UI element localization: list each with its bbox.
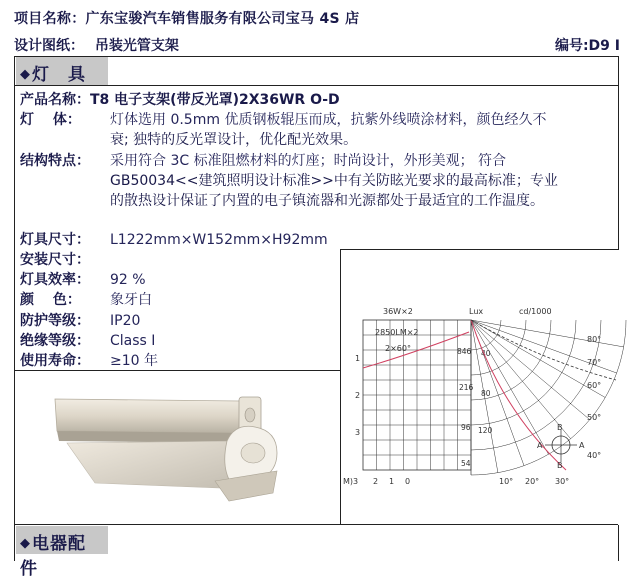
spec-value: Class I [110,333,156,349]
light-distribution-diagram [340,249,618,524]
spec-value: ≥10 年 [110,353,158,369]
product-photo [15,370,340,524]
spec-value: IP20 [110,313,141,329]
product-name-row [20,90,340,110]
product-name-label: 产品名称： [20,92,90,108]
document-number: 编号:D9 I [554,38,620,54]
design-label: 设计图纸： [14,38,84,54]
angle-label: 60° [587,381,602,390]
photometric-chart [341,250,619,525]
spec-row-ip [20,311,140,331]
cd-value: 120 [478,426,493,435]
structure-text-line2: GB50034<<建筑照明设计标准>>中有关防眩光要求的最高标准；专业 [110,173,558,189]
angle-label: 20° [525,477,540,486]
divider [15,524,618,525]
lux-value: 54 [461,459,471,468]
angle-label: 30° [555,477,570,486]
lamp-fixture-image [15,371,340,525]
project-value: 广东宝骏汽车销售服务有限公司宝马 4S 店 [85,11,360,27]
project-label: 项目名称： [14,11,86,27]
beam-label: 2×60° [385,344,411,353]
spec-row-insulation [20,331,155,351]
design-drawing-row [14,35,626,55]
structure-label: 结构特点： [20,153,90,169]
project-name [14,8,359,28]
distance-label: 1 [355,354,361,363]
section-lamp-title: 灯 具 [32,65,86,85]
distance-label: 3 [355,428,361,437]
angle-label: 50° [587,413,602,422]
structure-row [20,151,506,171]
spec-value: 象牙白 [110,292,152,308]
diamond-bullet-icon: ◆ [20,536,31,551]
spec-value: 92 % [110,272,146,288]
distance-label: 2 [355,391,361,400]
spec-label: 防护等级： [20,313,90,329]
spec-label: 灯具效率： [20,272,90,288]
cd-label: cd/1000 [519,307,552,316]
plane-label: B [557,461,563,470]
plane-label: B [557,423,563,432]
section-electrical-title: 电器配件 [20,534,86,579]
angle-label: 70° [587,358,602,367]
angle-label: 10° [499,477,514,486]
spec-label: 灯具尺寸： [20,232,90,248]
cd-value: 80 [481,389,491,398]
angle-label: 40° [587,451,602,460]
plane-label: A [579,441,585,450]
design-value: 吊装光管支架 [94,38,179,54]
body-row [20,110,546,130]
lux-value: 216 [459,383,474,392]
lux-label: Lux [469,307,484,316]
spec-label: 使用寿命： [20,353,90,369]
axis-label: 1 [389,477,395,486]
spec-label: 安装尺寸： [20,252,90,268]
spec-label: 绝缘等级： [20,333,90,349]
divider [15,85,618,86]
spec-row-efficiency [20,270,146,290]
cd-value: 40 [481,349,491,358]
axis-label: M)3 [343,477,359,486]
lumen-label: 2850LM×2 [375,328,419,337]
lux-value: 96 [461,423,471,432]
plane-label: A [537,441,543,450]
power-label: 36W×2 [383,307,413,316]
structure-text-line3: 的散热设计保证了内置的电子镇流器和光源都处于最适宜的工作温度。 [110,193,544,209]
spec-row-color [20,290,152,310]
structure-text-line1: 采用符合 3C 标准阻燃材料的灯座；时尚设计，外形美观； 符合 [110,153,507,169]
axis-label: 2 [373,477,379,486]
section-lamp-header [16,57,108,85]
spec-row-size [20,230,328,250]
angle-label: 80° [587,335,602,344]
body-text-line1: 灯体选用 0.5mm 优质钢板辊压而成，抗紫外线喷涂材料，颜色经久不 [110,112,547,128]
lux-value: 846 [457,347,472,356]
spec-label: 颜 色： [20,292,81,308]
axis-label: 0 [405,477,411,486]
product-name-value: T8 电子支架(带反光罩)2X36WR O-D [90,92,340,108]
section-electrical-header [16,526,108,579]
body-text-line2: 衰; 独特的反光罩设计，优化配光效果。 [110,132,358,148]
diamond-bullet-icon: ◆ [20,67,31,82]
spec-row-install [20,250,110,270]
body-label: 灯 体： [20,112,81,128]
spec-row-lifetime [20,351,158,371]
spec-value: L1222mm×W152mm×H92mm [110,232,328,248]
